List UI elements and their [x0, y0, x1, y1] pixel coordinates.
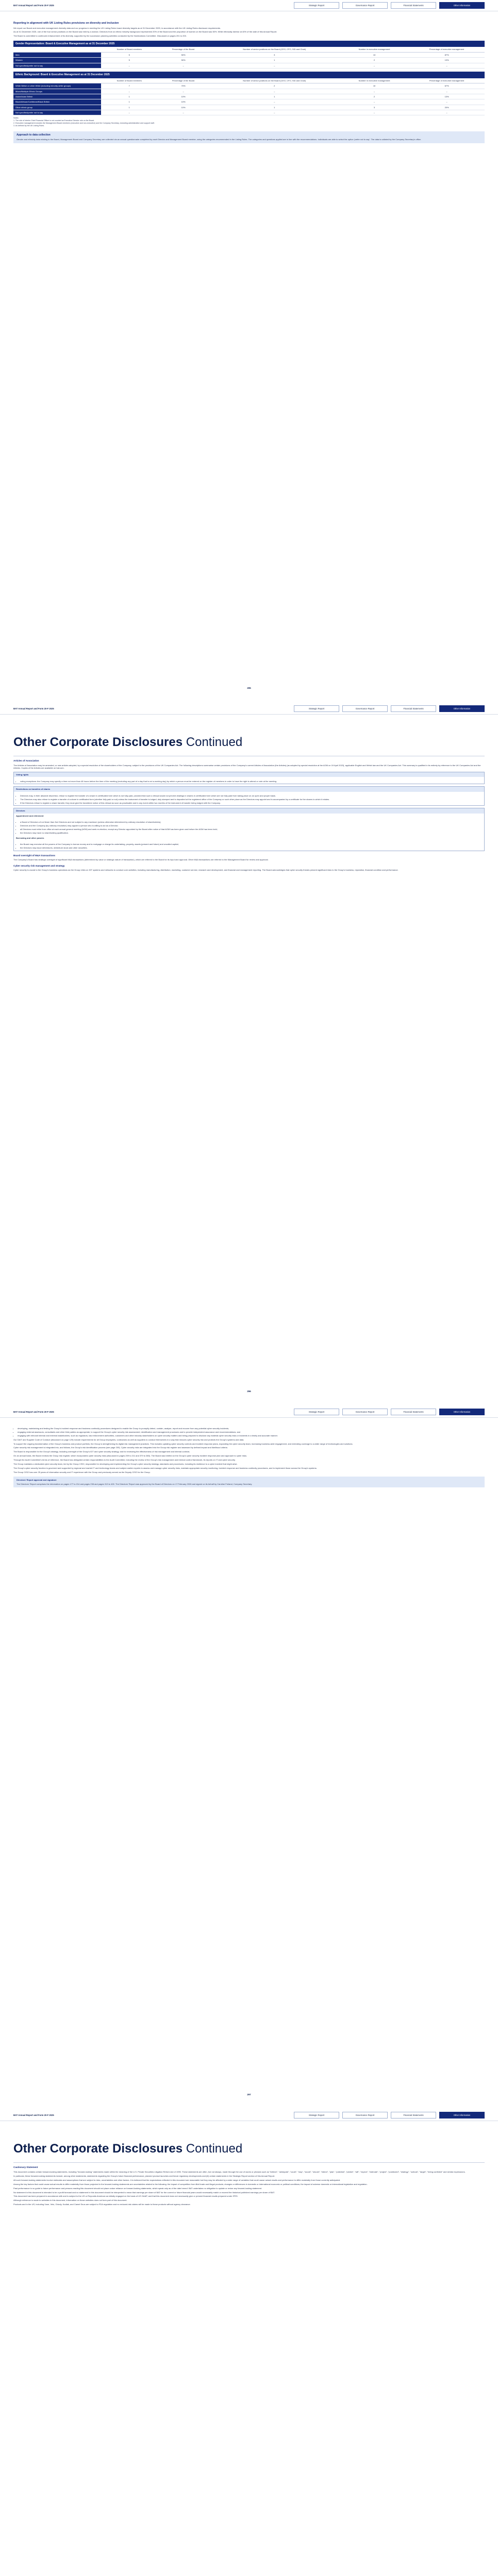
row-label: Mixed/Multiple Ethnic Groups: [13, 89, 101, 94]
table-cell: 10%: [158, 99, 209, 105]
appointment-heading: Appointment and retirement: [16, 814, 44, 817]
list-item: • voting exceptions: the Company may specify a time not more than 48 hours before the time of the meeting (excluding any part of a day that is not a working day) by which a person must be entered on the register of members in order to have the right to attend or vote at the meeting.: [20, 780, 482, 783]
tab-strategic-report[interactable]: Strategic Report: [294, 1409, 339, 1416]
paragraph: No statement in this document is intended to be a profit forecast and no statement in this document should be interpreted to mean that earnings per share of BAT for the current or future financial years would necessarily match or exceed the historical published earnings per share of BAT.: [13, 2191, 275, 2194]
report-page-295: [0, 0, 498, 703]
cyber-heading: Cyber security risk management and strategy: [13, 864, 65, 867]
nav-tabs: [294, 705, 485, 713]
tab-financial-statements[interactable]: Financial Statements: [391, 705, 436, 713]
column-header: [13, 47, 101, 52]
list-item: • Directors may, in their absolute discretion, refuse to register the transfer of a share in certificated form which is not fully paid, provided that such a refusal would not prevent dealings in shares in certificated form which are not fully paid from taking place on an open and proper basis.: [20, 794, 482, 797]
column-header: Number of Board members: [101, 78, 158, 83]
column-header: Percentage of executive management: [409, 78, 485, 83]
row-label: Asian/Asian British: [13, 94, 101, 99]
table-header-row: [13, 78, 485, 83]
tab-other-information[interactable]: Other Information: [439, 2112, 485, 2119]
paragraph: As at 31 December 2025, one of the four senior positions on the Board was held by a woman. Directors from an ethnic minority background represented 20% of the Board and the proportion of women on the Board was 50%. While ethnically diverse at 40% of the date of this Annual Report.: [13, 30, 277, 33]
column-header: Number of senior positions on the Board (CEO, CFO, SID and Chair): [209, 78, 340, 83]
table-cell: –: [209, 110, 340, 115]
page-title: [13, 734, 485, 751]
table-cell: –: [158, 110, 209, 115]
ethnic-table-title: Ethnic Background: Board & Executive Management as at 31 December 2025: [13, 72, 485, 78]
table-cell: 5: [101, 52, 158, 57]
list-item: • engaging external assessors, consultants and other third parties as appropriate, to support the Group's cyber security risk assessment, identification and management processes and to provide independent assurance and recommendations; and: [18, 1431, 485, 1433]
nav-tabs: [294, 2112, 485, 2119]
paragraph: Among the key factors that could cause actual results to differ materially from those projected in the forward-looking statements are uncertainties related to the following: the impact of competition from illicit trade and illegal products; changes or differences in domestic or international economic or political conditions; the impact of adverse domestic or international legislation and regulation.: [13, 2182, 368, 2185]
table-cell: 5: [101, 58, 158, 63]
page-header: [0, 1406, 498, 1418]
page-title-continued: Continued: [186, 735, 243, 749]
document-title: BAT Annual Report and Form 20-F 2025: [13, 1410, 54, 1413]
table-cell: –: [209, 89, 340, 94]
table-row: [13, 89, 485, 94]
page-title: [13, 2141, 485, 2157]
paragraph: The Group maintains a dedicated cyber security team, led by the Group CISO, responsible for developing and implementing the Group's cyber security strategy, standards and procedures, including its resilience to a cyber incident that might arise.: [13, 1463, 238, 1466]
table-cell: –: [101, 63, 158, 68]
gender-table-title: Gender Representation: Board & Executive Management as at 31 December 2025: [13, 41, 485, 47]
table-cell: 2: [340, 94, 409, 99]
table-row: [13, 58, 485, 63]
column-header: Number in executive management: [340, 78, 409, 83]
list-item: • The Directors may also refuse to register a transfer of a share in certificated form (whether fully paid or not) unless the instrument of transfer is lodged, duly stamped and is deposited at the registered office of the Company or such other place as the Directors may appoint and is accompanied by a certificate for the shares to which it relates.: [20, 798, 482, 801]
paragraph: This document contains certain forward-looking statements, including "forward-looking" statements made within the meaning of the U.S. Private Securities Litigation Reform Act of 1995. These statements are often, but not always, made through the use of words or phrases such as "believe", "anticipate", "could", "may", "would", "should", "intend", "plan", "potential", "predict", "will", "expect", "estimate", "project", "positioned", "strategy", "outlook", "target", "being confident" and similar expressions.: [13, 2171, 466, 2174]
table-cell: –: [209, 63, 340, 68]
document-title: BAT Annual Report and Form 20-F 2025: [13, 2113, 54, 2116]
approach-text: Gender and ethnicity data relating to the Board, Management Board and Company Secretary are collected via an annual questionnaire completed by each Director and Management Board member, using the categories recommended in the Listing Rules. The categories and questions applied are in line with the recommendations. Individuals are able to select the option 'prefer not to say'. The data is collated by the Company Secretary's office.: [16, 138, 421, 141]
page-title-main: Other Corporate Disclosures: [13, 735, 183, 749]
table-row: [13, 83, 485, 89]
cyber-bullets: [18, 1427, 485, 1437]
restrictions-list: [18, 793, 484, 806]
board-oversight-text: The Company's Board has strategic oversight of significant M&A transactions (determined by value or strategic nature of transaction), which are referred to the Board for its input and approval. Other M&A transactions are referred to the Management Board for review and approval.: [13, 858, 269, 861]
paragraph: This document has been prepared in accordance with and is subject to the US or Reynolds American as initially engaged on the basis of US GAAP, and that this document does not necessarily give or present financial results prepared under IFRS.: [13, 2195, 238, 2198]
articles-text: The Articles of Association may be amended, or new articles adopted, by a special resolution of the shareholders of the Company, subject to the provisions of the UK Companies Act. The following descriptions summarise certain provisions of the Company's current Articles of Association (the Articles) (as adopted by special resolution at the AGM on 19 April 2023), applicable English and Welsh law and the UK Companies Act. This summary is qualified in its entirety by reference to the UK Companies Act and the Articles. Copies of the Articles are available on bat.com.: [13, 764, 481, 770]
column-header: Percentage of the Board: [158, 47, 209, 52]
table-cell: 1: [209, 58, 340, 63]
row-label: Other ethnic group: [13, 105, 101, 110]
divider: [13, 2162, 485, 2163]
section-title: Reporting in alignment with UK Listing Rules provisions on diversity and inclusion: [13, 22, 119, 25]
table-row: [13, 63, 485, 68]
approval-text: The Directors' Report comprises the information on pages 177 to 214 and pages 238 and pages 313 to 400. The Directors' Report was approved by the Board of Directors on 17 February 2026 and signed on its behalf by Caroline Ferland, Company Secretary.: [16, 1483, 253, 1486]
table-cell: –: [409, 99, 485, 105]
tab-other-information[interactable]: Other Information: [439, 1409, 485, 1416]
page-header: [0, 2110, 498, 2121]
table-cell: 87%: [409, 52, 485, 57]
tab-governance-report[interactable]: Governance Report: [342, 1409, 388, 1416]
list-item: • Directors and the Company (by ordinary resolution) may appoint a person who is willing to act as a Director;: [20, 824, 482, 827]
approach-box: [13, 131, 485, 143]
document-title: BAT Annual Report and Form 20-F 2025: [13, 4, 54, 7]
column-header: Number of Board members: [101, 47, 158, 52]
table-cell: –: [158, 63, 209, 68]
table-row: [13, 99, 485, 105]
note-line: 3. As defined by the UK Listing Rules.: [13, 125, 45, 127]
page-title-continued: Continued: [186, 2142, 243, 2156]
paragraph: Past performance is no guide to future performance and persons reading this document should not place undue reliance on forward-looking statements, which speak only as of the date hereof. BAT undertakes no obligation to update or revise any forward-looking statement.: [13, 2187, 262, 2190]
paragraph: The Board is responsible for the Group's strategy, including oversight of the Group's IDT and cyber security strategy, and for reviewing the effectiveness of risk management and internal controls.: [13, 1450, 190, 1453]
paragraph: Although reference is made to websites in this document, information on those websites does not form part of this document.: [13, 2199, 127, 2202]
list-item: • all Directors must retire from office at each annual general meeting (AGM) and seek re-election, except any Director appointed by the Board after notice of that AGM has been given and before the AGM has been held;: [20, 828, 482, 831]
page-header: [0, 703, 498, 715]
table-cell: 13%: [409, 58, 485, 63]
list-item: • If the Directors refuse to register a share transfer, they must give the transferee notice of this refusal as soon as practicable and in any event within two months of the instrument of transfer being lodged with the Company.: [20, 802, 482, 804]
table-cell: –: [340, 110, 409, 115]
table-cell: 10%: [158, 94, 209, 99]
tab-financial-statements[interactable]: Financial Statements: [391, 2, 436, 9]
column-header: [13, 78, 101, 83]
tab-governance-report[interactable]: Governance Report: [342, 2, 388, 9]
gender-table: [13, 47, 485, 69]
tab-governance-report[interactable]: Governance Report: [342, 705, 388, 713]
table-row: [13, 110, 485, 115]
table-row: [13, 94, 485, 99]
note-line: 2. Executive management includes the Management Board members (executive and non-executive) and the Company Secretary, excluding administrative and support staff.: [13, 122, 155, 125]
table-cell: –: [340, 63, 409, 68]
articles-heading: Articles of Association: [13, 759, 39, 762]
nav-tabs: [294, 1409, 485, 1416]
table-cell: 1: [101, 105, 158, 110]
table-cell: –: [340, 89, 409, 94]
paragraph: All such forward-looking statements involve estimates and assumptions that are subject to risks, uncertainties and other factors. It is believed that the expectations reflected in this document are reasonable but they may be affected by a wide range of variables that could cause actual results and performance to differ materially from those currently anticipated.: [13, 2178, 341, 2181]
tab-strategic-report[interactable]: Strategic Report: [294, 2, 339, 9]
paragraph: Products and in the US, including Vuse, Velo, Grizzly, Kodiak, and Camel Snus are subject to FDA regulation and no reduced-risk claims will be made to these products without agency clearance.: [13, 2203, 191, 2206]
tab-governance-report[interactable]: Governance Report: [342, 2112, 388, 2119]
table-cell: 10%: [158, 105, 209, 110]
nav-tabs: [294, 2, 485, 9]
table-cell: 50%: [158, 52, 209, 57]
row-label: Not specified/prefer not to say: [13, 110, 101, 115]
column-header: Percentage of the Board: [158, 78, 209, 83]
paragraph: Our DAIT and Supplier Code of Conduct (discussed on page 129) include requirements for all Group employees, contractors as well as suppliers to conduct themselves in a way that reduces cyber security risk and protects the Group's systems and data.: [13, 1438, 244, 1441]
paragraph: On an annual basis, the Board reviews the Group risk register, which incorporates cyber security risks (discussed in pages 209 to 211 and 379 to 380). The Board was briefed on the Group's cyber security incident response plan and approach to cyber risks.: [13, 1454, 247, 1458]
page-number: 295: [247, 686, 251, 689]
table-cell: –: [101, 110, 158, 115]
voting-rights-heading: Voting rights: [14, 772, 484, 777]
table-cell: 1: [101, 99, 158, 105]
tab-other-information[interactable]: Other Information: [439, 705, 485, 713]
list-item: • developing, maintaining and testing the Group's incident response and business continuity procedures designed to enable the Group to promptly detect, contain, analyse, report and recover from any potential cyber security incidents;: [18, 1427, 485, 1430]
tab-strategic-report[interactable]: Strategic Report: [294, 705, 339, 713]
directors-report-approval: [13, 1477, 485, 1487]
table-cell: –: [409, 110, 485, 115]
approach-title: Approach to data collection: [16, 133, 51, 137]
note-line: 1. The role of Interim Chief Financial Officer is not counted as Executive Director role on the Board.: [13, 120, 95, 122]
table-cell: 1: [209, 94, 340, 99]
restrictions-box: [13, 786, 485, 806]
table-header-row: [13, 47, 485, 52]
paragraph: The Board is committed to continued enhancement of its diversity, supported by the succession planning activities conducted by the Nominations Committee. Discussed on pages 201 to 203.: [13, 35, 187, 38]
table-row: [13, 105, 485, 110]
note-line: Notes:: [13, 117, 19, 120]
column-header: Number in executive management: [340, 47, 409, 52]
report-page-298: [0, 2110, 498, 2576]
report-page-297: [0, 1406, 498, 2110]
table-cell: 13%: [409, 94, 485, 99]
page-number: 297: [247, 2093, 251, 2096]
list-item: • the Board may exercise all the powers of the Company to borrow money and to mortgage or charge its undertaking, property, assets (present and future) and uncalled capital;: [20, 843, 482, 845]
list-item: • a Board of Directors of not fewer than five Directors and not subject to any maximum (unless otherwise determined by ordinary resolution of shareholders);: [20, 821, 482, 823]
table-cell: –: [409, 63, 485, 68]
paragraph: Through the Audit Committee's terms of reference, the Board has delegated certain responsibilities to the Audit Committee, including the review of the Group's risk management and internal control framework, its reports on IT and cyber security.: [13, 1459, 236, 1462]
table-cell: –: [409, 89, 485, 94]
table-cell: 1: [101, 94, 158, 99]
table-cell: 2: [340, 58, 409, 63]
table-cell: 10: [340, 83, 409, 89]
paragraph: Cyber security risk management is integrated into, and follows, the Group's risk identification process (see page 209). Cyber security risks are integrated into the Group risk register and assessed by defined impact and likelihood criteria.: [13, 1446, 228, 1449]
restrictions-heading: Restrictions on transfers of shares: [14, 787, 484, 791]
table-cell: 67%: [409, 83, 485, 89]
table-cell: 50%: [158, 58, 209, 63]
paragraph: The Group CISO has over 25 years of information security and IT experience with the Group and previously served as the Deputy CISO for the Group.: [13, 1470, 151, 1473]
list-item: • the Directors may have no shareholding qualification.: [20, 832, 482, 834]
tab-strategic-report[interactable]: Strategic Report: [294, 2112, 339, 2119]
list-item: • the Directors may issue debentures, debenture stock and other securities.: [20, 846, 482, 849]
page-header: [0, 0, 498, 11]
paragraph: In particular, these forward-looking statements include, among other statements, statements regarding the Group's future financial performance, planned product launches and future regulatory developments and (iii) certain statements in the Strategic Report section of this Annual Report.: [13, 2174, 275, 2177]
table-row: [13, 52, 485, 57]
table-cell: 3: [340, 105, 409, 110]
directors-box: [13, 808, 485, 851]
table-cell: 20%: [409, 105, 485, 110]
row-label: Men: [13, 52, 101, 57]
row-label: White British or other White (including minority-white groups): [13, 83, 101, 89]
approval-title: Directors' Report approval and signature: [16, 1479, 57, 1482]
board-oversight-heading: Board oversight of M&A transactions: [13, 854, 55, 857]
row-label: Women: [13, 58, 101, 63]
borrowing-list: [18, 841, 484, 851]
table-cell: 13: [340, 52, 409, 57]
table-cell: 2: [209, 83, 340, 89]
tab-financial-statements[interactable]: Financial Statements: [391, 1409, 436, 1416]
column-header: Percentage of executive management: [409, 47, 485, 52]
list-item: • engaging with relevant internal and external stakeholders, such as regulators, law enforcement authorities, customers and other industry stakeholders on cyber security matters and being prepared to disclose any material cyber security risks or incidents in a timely and accurate manner.: [18, 1434, 485, 1437]
table-cell: 1: [209, 105, 340, 110]
document-title: BAT Annual Report and Form 20-F 2025: [13, 707, 54, 710]
table-cell: 3: [209, 52, 340, 57]
tab-other-information[interactable]: Other Information: [439, 2, 485, 9]
table-cell: 70%: [158, 83, 209, 89]
cautionary-heading: Cautionary Statement: [13, 2166, 38, 2169]
tab-financial-statements[interactable]: Financial Statements: [391, 2112, 436, 2119]
column-header: Number of senior positions on the Board (CEO, CFO, SID and Chair): [209, 47, 340, 52]
borrowing-heading: Borrowing and other powers: [16, 836, 44, 839]
paragraph: We report our Board and executive management diversity data and our progress in meeting the UK Listing Rules board diversity targets as at 31 December 2025, in accordance with the UK Listing Rules disclosure requirements.: [13, 26, 221, 29]
table-cell: –: [158, 89, 209, 94]
table-cell: 7: [101, 83, 158, 89]
voting-rights-box: [13, 772, 485, 784]
voting-rights-list: [18, 778, 484, 784]
page-title-main: Other Corporate Disclosures: [13, 2142, 183, 2156]
row-label: Black/African/Caribbean/Black British: [13, 99, 101, 105]
table-notes: [13, 117, 485, 127]
directors-heading: Directors: [14, 808, 484, 813]
table-cell: –: [101, 89, 158, 94]
page-number: 296: [247, 1389, 251, 1393]
paragraph: To support the ongoing transformation of the Group's business and product portfolio, the Group is strengthening its digital risk management practices. This includes updating cyber security controls and incident response plans, expanding the cyber security team, increasing business-wide engagement, and extending coverage to a wider range of technologies and solutions.: [13, 1442, 353, 1445]
row-label: Not specified/prefer not to say: [13, 63, 101, 68]
cyber-text: Cyber security is crucial to the Group's business operations as the Group relies on IDT systems and networks to conduct core activities, including manufacturing, distribution, marketing, customer service, research and development, and financial and management reporting. The Board acknowledges that cyber security threats present significant risks to the Group's business, reputation, financial condition and performance.: [13, 869, 399, 872]
ethnic-table: [13, 78, 485, 116]
paragraph: The Group's cyber security function is governed and supported by regional and market IT and technology teams and subject-matter experts to assess and manage cyber security risks, maintain appropriate security monitoring, incident response and business continuity procedures, and to implement those across the Group's systems.: [13, 1466, 317, 1469]
table-cell: –: [340, 99, 409, 105]
table-cell: –: [209, 99, 340, 105]
appointment-list: [18, 819, 484, 836]
report-page-296: [0, 703, 498, 1406]
